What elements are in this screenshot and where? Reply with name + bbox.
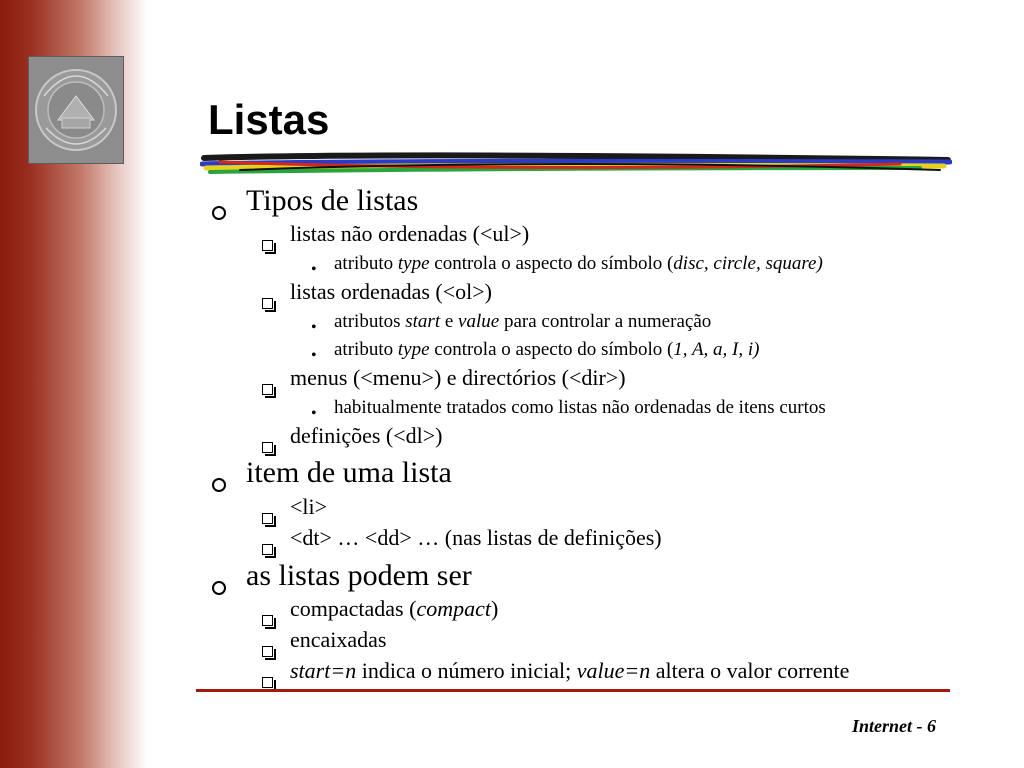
shadow-square-bullet-icon	[262, 442, 273, 453]
list-item-level-2	[290, 494, 327, 520]
italic-text-run: value	[458, 311, 500, 332]
bottom-rule	[196, 689, 950, 692]
list-item-level-2	[290, 221, 529, 247]
list-item-level-3	[334, 311, 711, 333]
list-item-level-1	[246, 184, 418, 218]
colored-brush-divider	[200, 150, 952, 180]
text-run: controla o aspecto do símbolo (	[429, 339, 674, 360]
italic-text-run: start=n	[290, 658, 357, 683]
list-item-level-2	[290, 279, 492, 305]
shadow-square-bullet-icon	[262, 646, 273, 657]
list-item-level-2	[290, 423, 443, 449]
italic-text-run: type	[397, 253, 430, 274]
text-run: atributo	[334, 339, 398, 360]
text-run: encaixadas	[290, 627, 387, 652]
shadow-square-bullet-icon	[262, 513, 273, 524]
text-run: item de uma lista	[246, 456, 452, 489]
list-item-level-2	[290, 596, 498, 622]
dot-bullet-icon: •	[311, 405, 317, 422]
list-item-level-2	[290, 627, 387, 653]
italic-text-run: start	[405, 311, 441, 332]
shadow-square-bullet-icon	[262, 677, 273, 688]
shadow-square-bullet-icon	[262, 615, 273, 626]
text-run: atributos	[334, 311, 406, 332]
footer-page-label: Internet - 6	[851, 716, 936, 736]
text-run: as listas podem ser	[246, 559, 472, 592]
text-run: habitualmente tratados como listas não ordenadas de itens curtos	[334, 397, 826, 418]
text-run: )	[490, 596, 499, 621]
shadow-square-bullet-icon	[262, 544, 273, 555]
slide-title: Listas	[208, 96, 330, 143]
italic-text-run: type	[397, 339, 430, 360]
list-item-level-3	[334, 253, 823, 275]
university-seal-logo	[28, 56, 124, 164]
text-run: atributo	[334, 253, 398, 274]
text-run: <li>	[290, 494, 328, 519]
text-run: compactadas (	[290, 596, 417, 621]
list-item-level-1	[246, 559, 472, 593]
italic-text-run: value=n	[576, 658, 651, 683]
shadow-square-bullet-icon	[262, 384, 273, 395]
text-run: para controlar a numeração	[499, 311, 712, 332]
italic-text-run: disc, circle, square)	[673, 253, 823, 274]
text-run: controla o aspecto do símbolo (	[429, 253, 674, 274]
italic-text-run: compact	[416, 596, 491, 621]
list-item-level-3	[334, 397, 826, 419]
shadow-square-bullet-icon	[262, 298, 273, 309]
text-run: listas ordenadas (<ol>)	[290, 279, 492, 304]
text-run: menus (<menu>) e directórios (<dir>)	[290, 365, 626, 390]
hollow-circle-bullet-icon	[212, 581, 226, 595]
hollow-circle-bullet-icon	[212, 206, 226, 220]
text-run: altera o valor corrente	[650, 658, 850, 683]
text-run: definições (<dl>)	[290, 423, 443, 448]
dot-bullet-icon: •	[311, 347, 317, 364]
text-run: <dt> … <dd> … (nas listas de definições)	[290, 525, 662, 550]
list-item-level-2	[290, 365, 626, 391]
hollow-circle-bullet-icon	[212, 478, 226, 492]
dot-bullet-icon: •	[311, 261, 317, 278]
list-item-level-1	[246, 456, 452, 490]
shadow-square-bullet-icon	[262, 240, 273, 251]
italic-text-run: 1, A, a, I, i)	[673, 339, 760, 360]
text-run: e	[440, 311, 459, 332]
dot-bullet-icon: •	[311, 319, 317, 336]
list-item-level-2	[290, 658, 849, 684]
text-run: listas não ordenadas (<ul>)	[290, 221, 530, 246]
text-run: Tipos de listas	[246, 184, 419, 217]
text-run: indica o número inicial;	[356, 658, 577, 683]
list-item-level-3	[334, 339, 760, 361]
list-item-level-2	[290, 525, 662, 551]
